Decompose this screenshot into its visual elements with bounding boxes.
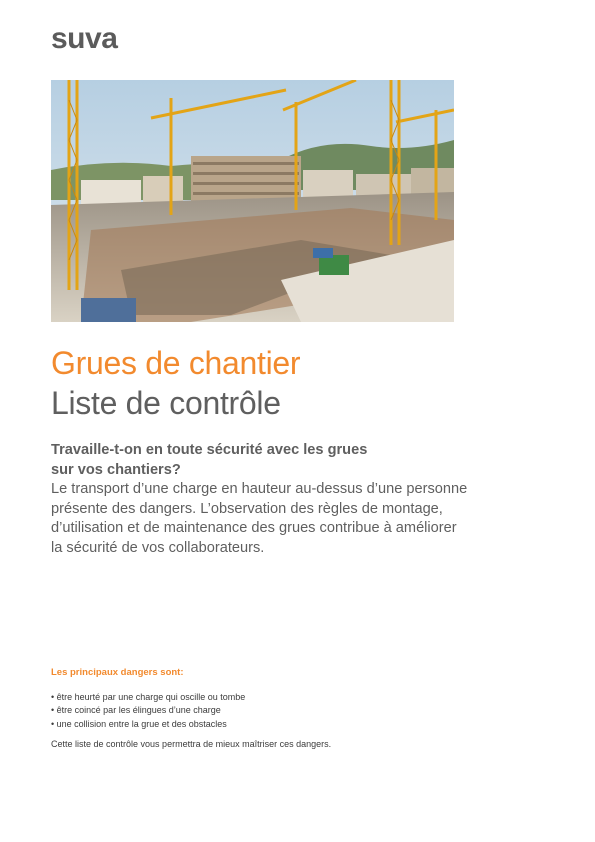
construction-site-photo: [51, 80, 454, 322]
dangers-note: Cette liste de contrôle vous permettra de mieux maîtriser ces dangers.: [51, 738, 332, 749]
title-line-2: Liste de contrôle: [51, 385, 281, 421]
title-line-1: Grues de chantier: [51, 345, 301, 381]
dangers-section: [51, 667, 471, 750]
lead-paragraph: [51, 441, 471, 559]
lead-question-line-2: sur vos chantiers?: [51, 461, 181, 478]
dangers-list: [51, 691, 471, 731]
list-item: • une collision entre la grue et des obstacles: [51, 718, 471, 731]
lead-question-line-1: Travaille-t-on en toute sécurité avec les grues: [51, 442, 368, 458]
lead-body: Le transport d’une charge en hauteur au-dessus d’une personne présente des dangers. L’observation des règles de montage, d’utilisation et de maintenance des grues contribue à améliorer la sécurité de vos collaborateurs.: [51, 481, 468, 556]
suva-logo: suva: [51, 22, 118, 55]
list-item: • être heurté par une charge qui oscille ou tombe: [51, 691, 471, 704]
list-item: • être coincé par les élingues d’une charge: [51, 704, 471, 717]
dangers-heading: Les principaux dangers sont:: [51, 667, 184, 678]
